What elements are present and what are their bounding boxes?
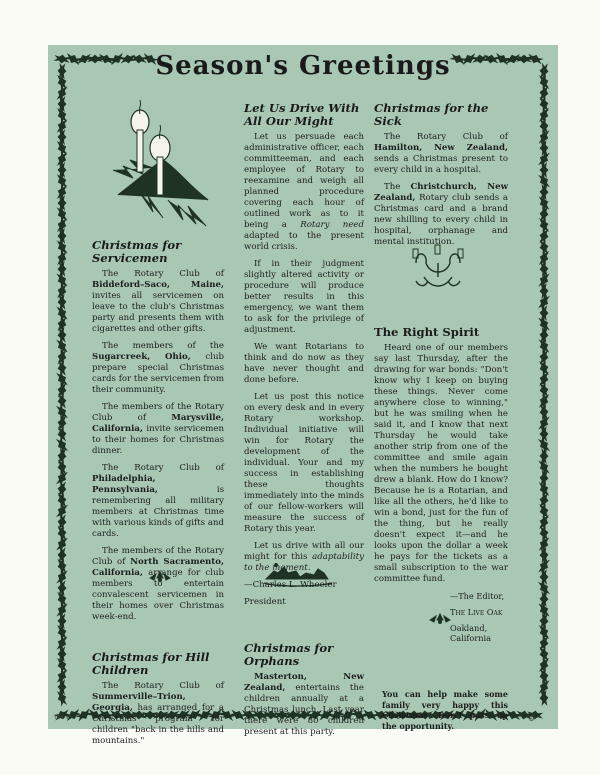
- holly-leaf-icon: [56, 537, 68, 552]
- drive-paragraph: Let us persuade each administrative officer, each committeeman, and each employee of Rotary to reexamine and weigh all planned procedure covering each hour of outlined work as to it being a Rotary need adapted to the present world crisis.: [244, 132, 364, 252]
- drive-paragraph: Let us drive with all our might for this adaptability to the moment.: [244, 541, 364, 573]
- holly-leaf-icon: [57, 218, 68, 232]
- closing-note: You can help make some family very happy this Christmas. Don't pass up the opportunity.: [382, 689, 508, 731]
- holly-leaf-icon: [540, 570, 548, 583]
- holly-leaf-icon: [56, 86, 67, 101]
- holly-leaf-icon: [540, 691, 548, 704]
- right-spirit-paragraph: Heard one of our members say last Thursday, after the drawing for war bonds: "Don't know why I keep on buying these things. Never come anywhere close to winning," but he was smiling when he said it, and I know that next Thursday he would take another strip from one of the committee and smile again when the numbers he bought drew a blank. How do I know? Because he is a Rotarian, and like all the others, he'd like to win a bond, just for the fun of the thing, but he really doesn't expect it—and he looks upon the dollar a week he pays for the tickets as a small subscription to the war committee fund.: [374, 343, 508, 584]
- holly-leaf-icon: [539, 108, 550, 122]
- holly-leaf-icon: [56, 570, 68, 585]
- holly-leaf-icon: [540, 284, 548, 297]
- hill-children-heading: Christmas for Hill Children: [92, 650, 210, 677]
- holly-leaf-icon: [538, 196, 549, 211]
- holly-leaf-icon: [538, 416, 550, 431]
- holly-leaf-icon: [57, 152, 68, 167]
- holly-leaf-icon: [56, 636, 67, 651]
- drive-paragraph: We want Rotarians to think and do now as they have never thought and done before.: [244, 342, 364, 385]
- drive-signature: —Charles L. Wheeler: [244, 580, 337, 590]
- form-number: 138-45: [54, 715, 72, 721]
- holly-leaf-icon: [538, 295, 550, 310]
- greeting-sheet: [48, 45, 558, 746]
- holly-leaf-icon: [57, 284, 67, 298]
- page-title: Season's Greetings: [155, 51, 451, 81]
- sick-heading: Christmas for the Sick: [374, 101, 489, 128]
- publication-location: Oakland, California: [450, 623, 492, 643]
- drive-paragraph: If in their judgment slightly altered activity or procedure will produce better results in this emergency, we want them to ask for the privilege of adjustment.: [244, 259, 364, 335]
- rotary-mark-icon: ⚙: [528, 714, 536, 723]
- holly-leaf-icon: [538, 174, 550, 189]
- hill-children-paragraph: The Rotary Club of Summerville–Trion, Georgia, has arranged for a Christmas program for children "back in the hills and mountains.": [92, 681, 224, 746]
- column-left: [92, 235, 224, 753]
- holly-leaf-icon: [538, 273, 549, 288]
- servicemen-paragraph: The Rotary Club of Biddeford–Saco, Maine, invites all servicemen on leave to the club's Christmas party and presents them with cigarettes and other gifts.: [92, 269, 224, 334]
- holly-leaf-icon: [538, 559, 550, 574]
- holly-leaf-icon: [57, 185, 68, 200]
- holly-leaf-icon: [76, 709, 91, 722]
- holly-leaf-icon: [538, 438, 550, 453]
- servicemen-paragraph: The members of the Rotary Club of Marysville, California, invite servicemen to their homes for Christmas dinner.: [92, 402, 224, 456]
- holly-leaf-icon: [538, 603, 549, 618]
- drive-signature-title: President: [244, 597, 286, 607]
- holly-leaf-icon: [538, 317, 550, 332]
- holly-leaf-icon: [538, 152, 550, 167]
- orphans-heading: Christmas for Orphans: [244, 641, 334, 668]
- publication-name: The Live Oak: [450, 607, 503, 617]
- holly-leaf-icon: [538, 537, 549, 552]
- candles-illustration: [113, 100, 208, 226]
- servicemen-heading: Christmas for Servicemen: [92, 238, 182, 265]
- holly-leaf-icon: [538, 130, 549, 145]
- sick-paragraph: The Rotary Club of Hamilton, New Zealand, sends a Christmas present to every child in a hospital.: [374, 132, 508, 175]
- holly-leaf-icon: [56, 438, 68, 453]
- orphans-paragraph: Masterton, New Zealand, entertains the children annually at a Christmas lunch. Last year there were 80 children present at this party.: [244, 672, 364, 737]
- holly-leaf-icon: [57, 350, 67, 364]
- servicemen-paragraph: The Rotary Club of Philadelphia, Pennsylvania, is remembering all military members at Christmas time with various kinds of gifts and cards.: [92, 463, 224, 539]
- servicemen-paragraph: The members of the Sugarcreek, Ohio, club prepare special Christmas cards for the servicemen from their community.: [92, 341, 224, 395]
- drive-heading: Let Us Drive With All Our Might: [244, 101, 360, 128]
- holly-leaf-icon: [56, 669, 67, 684]
- holly-leaf-icon: [56, 603, 67, 618]
- holly-leaf-icon: [57, 317, 67, 331]
- holly-leaf-icon: [56, 504, 68, 519]
- column-right: [374, 98, 508, 737]
- holly-leaf-icon: [538, 339, 549, 354]
- holly-leaf-icon: [538, 460, 550, 475]
- servicemen-paragraph: The members of the Rotary Club of North Sacramento, California, arrange for club members to entertain convalescent servicemen in their homes over Christmas week-end.: [92, 546, 224, 622]
- holly-leaf-icon: [539, 515, 549, 529]
- sick-paragraph: The Christchurch, New Zealand, Rotary club sends a Christmas card and a brand new shilling to every child in hospital, orphanage and mental institution.: [374, 182, 508, 247]
- right-spirit-heading: The Right Spirit: [374, 325, 480, 339]
- holly-leaf-icon: [57, 691, 68, 706]
- column-middle: [244, 98, 364, 744]
- holly-leaf-icon: [56, 471, 68, 486]
- holly-leaf-icon: [538, 680, 549, 695]
- holly-leaf-icon: [539, 394, 550, 409]
- holly-leaf-icon: [56, 119, 67, 134]
- holly-leaf-icon: [57, 251, 67, 265]
- holly-leaf-icon: [538, 581, 550, 596]
- holly-leaf-icon: [539, 658, 550, 672]
- holly-leaf-icon: [539, 251, 550, 266]
- drive-paragraph: Let us post this notice on every desk and in every Rotary workshop. Individual initiative will win for Rotary the development of the individual. Your and my success in establishing these thoughts immediately into the minds of our fellow-workers will measure the success of Rotary this year.: [244, 392, 364, 534]
- holly-leaf-icon: [540, 427, 548, 440]
- editor-signature: —The Editor,: [450, 591, 505, 601]
